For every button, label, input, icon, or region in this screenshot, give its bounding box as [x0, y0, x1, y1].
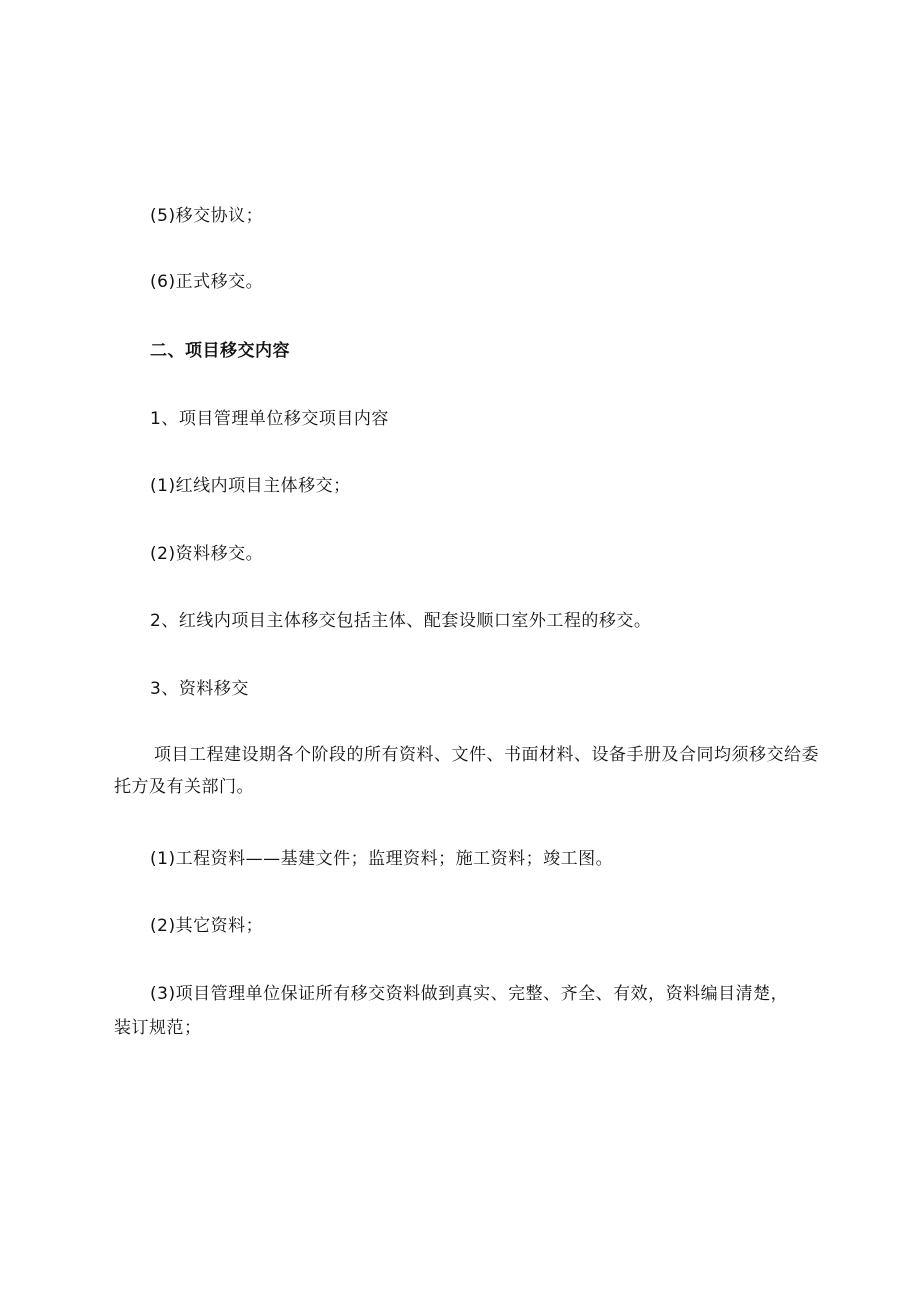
list-item-6: (6)正式移交。: [150, 272, 264, 292]
final-paragraph-line-1: (3)项目管理单位保证所有移交资料做到真实、完整、齐全、有效，资料编目清楚，: [150, 984, 789, 1004]
subsection-2: 2、红线内项目主体移交包括主体、配套设顺口室外工程的移交。: [150, 611, 652, 631]
final-paragraph: [114, 982, 814, 1040]
paragraph-line-2: 托方及有关部门。: [114, 777, 254, 797]
list-item-engineering-docs: (1)工程资料——基建文件；监理资料；施工资料；竣工图。: [150, 849, 614, 869]
section-heading: 二、项目移交内容: [150, 341, 290, 361]
final-paragraph-line-2: 装订规范；: [114, 1018, 202, 1038]
list-item-1: (1)红线内项目主体移交；: [150, 476, 351, 496]
list-item-other-docs: (2)其它资料；: [150, 916, 264, 936]
subsection-1: 1、项目管理单位移交项目内容: [150, 409, 389, 429]
list-item-2: (2)资料移交。: [150, 544, 264, 564]
paragraph-line-1: 项目工程建设期各个阶段的所有资料、文件、书面材料、设备手册及合同均须移交给委: [154, 745, 819, 765]
list-item-5: (5)移交协议；: [150, 206, 264, 226]
body-paragraph: [114, 743, 819, 799]
subsection-3: 3、资料移交: [150, 679, 249, 699]
